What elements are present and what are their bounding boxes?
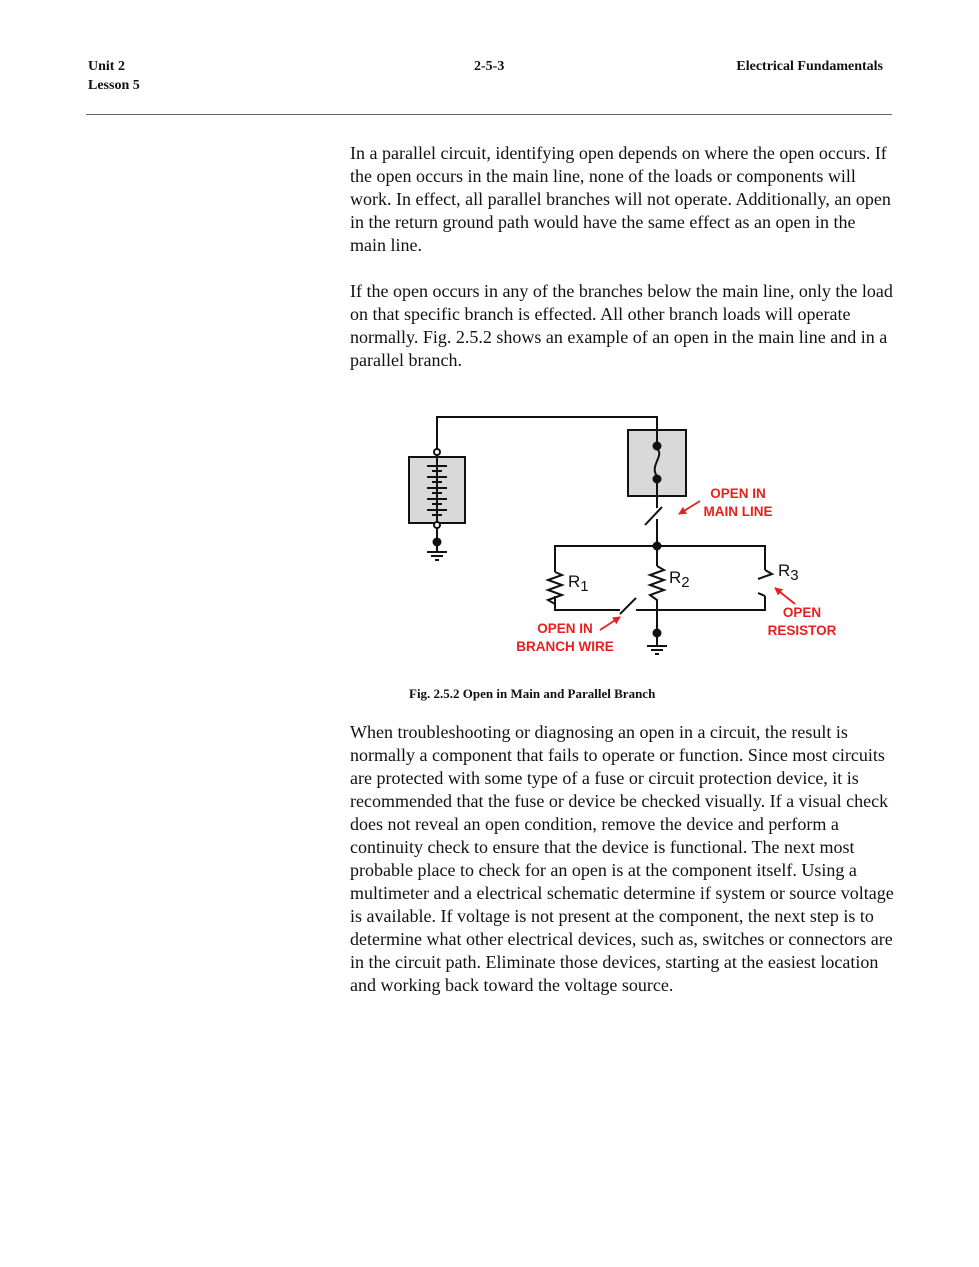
main-line-open (645, 507, 662, 525)
callout-main-line-2: MAIN LINE (703, 504, 773, 519)
page-number: 2-5-3 (474, 59, 505, 74)
callout-main-line-1: OPEN IN (710, 486, 766, 501)
unit-label: Unit 2 (88, 59, 125, 74)
branch-return (555, 596, 620, 610)
resistor-r2-icon (650, 566, 664, 610)
r3-label: R3 (778, 561, 799, 584)
ground-icon (427, 552, 447, 560)
lesson-label: Lesson 5 (88, 78, 140, 93)
course-title: Electrical Fundamentals (736, 59, 883, 74)
arrow-resistor (775, 588, 795, 604)
branch-wire-open (620, 598, 636, 614)
callout-branch-1: OPEN IN (537, 621, 593, 636)
paragraph-1: In a parallel circuit, identifying open depends on where the open occurs. If the open occurs in the main line, none of the loads or components will work. In effect, all parallel branches will not operate. Additionally, an open in the return ground path would have the same effect as an open in the main line. (350, 143, 891, 255)
paragraph-3: When troubleshooting or diagnosing an open in a circuit, the result is normally a component that fails to operate or function. Since most circuits are protected with some type of a fuse or circuit protection device, it is recommended that the fuse or device be checked visually. If a visual check does not reveal an open condition, remove the device and perform a continuity check to ensure that the device is functional. The next most probable place to check for an open is at the component itself. Using a multimeter and a electrical schematic determine if system or source voltage is available. If voltage is not present at the component, the next step is to determine what other electrical devices, such as, switches or connectors are in the circuit path. Eliminate those devices, starting at the easiest location and working back toward the voltage source. (350, 722, 894, 995)
r2-label: R2 (669, 568, 690, 591)
resistor-r1-icon (548, 572, 562, 604)
callout-resistor-1: OPEN (782, 605, 822, 620)
arrow-main-line (679, 501, 700, 514)
callout-resistor-2: RESISTOR (767, 623, 837, 638)
figure-caption: Fig. 2.5.2 Open in Main and Parallel Branch (409, 686, 656, 701)
resistor-r3-icon (758, 570, 772, 579)
top-wire (437, 417, 657, 452)
arrow-branch (600, 617, 620, 630)
ground-icon (647, 646, 667, 654)
r1-label: R1 (568, 572, 589, 595)
paragraph-2: If the open occurs in any of the branches below the main line, only the load on that specific branch is effected. All other branch loads will operate normally. Fig. 2.5.2 shows an example of an open in the main line and in a parallel branch. (350, 281, 893, 370)
callout-branch-2: BRANCH WIRE (516, 639, 614, 654)
